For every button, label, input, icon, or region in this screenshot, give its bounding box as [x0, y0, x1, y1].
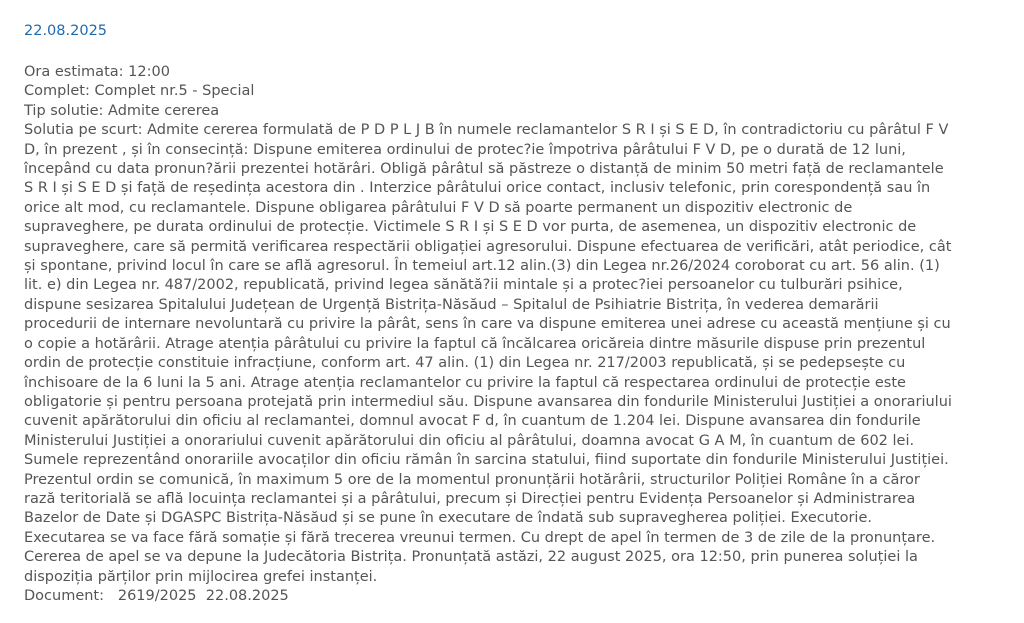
- solution-summary: [24, 121, 954, 587]
- panel-row: [24, 82, 954, 101]
- solution-type-value: Admite cererea: [108, 102, 220, 119]
- estimated-time-label: Ora estimata:: [24, 64, 129, 80]
- hearing-entry: [24, 0, 954, 606]
- document-label: Document:: [24, 587, 105, 604]
- solution-summary-label: Solutia pe scurt:: [24, 122, 148, 139]
- solution-type-label: Tip solutie:: [24, 102, 109, 119]
- document-date: 22.08.2025: [205, 587, 289, 604]
- panel-value: Complet nr.5 - Special: [94, 83, 255, 100]
- hearing-date-link[interactable]: 22.08.2025: [24, 23, 108, 39]
- panel-label: Complet:: [24, 83, 95, 100]
- document-number: 2619/2025: [117, 587, 197, 604]
- estimated-time-value: 12:00: [128, 64, 170, 80]
- hearing-details: [24, 63, 954, 606]
- solution-type-row: [24, 102, 954, 121]
- estimated-time-row: [24, 63, 954, 82]
- document-row: [24, 587, 954, 606]
- solution-summary-text: Admite cererea formulată de P D P L J B în numele reclamantelor S R I și S E D, în contradictoriu cu pârâtul F V D, în prezent , și în consecință: Dispune emiterea ordinului de protec?ie împotriva pârâtului F V D, pe o durată de 12 luni, începând cu data pronun?ării prezentei hotărâri. Obligă pârâtul să păstreze o distanță de minim 50 metri față de reclamantele S R I și S E D și față de reședința acestora din . Interzice pârâtului orice contact, inclusiv telefonic, prin corespondență sau în orice alt mod, cu reclamantele. Dispune obligarea pârâtului F V D să poarte permanent un dispozitiv electronic de supraveghere, pe durata ordinului de protecție. Victimele S R I și S E D vor purta, de asemenea, un dispozitiv electronic de supraveghere, care să permită verificarea respectării obligației agresorului. Dispune efectuarea de verificări, atât periodice, cât și spontane, privind locul în care se află agresorul. În temeiul art.12 alin.(3) din Legea nr.26/2024 coroborat cu art. 56 alin. (1) lit. e) din Legea nr. 487/2002, republicată, privind legea sănătă?ii mintale și a protec?iei persoanelor cu tulburări psihice, dispune sesizarea Spitalului Județean de Urgență Bistrița-Năsăud – Spitalul de Psihiatrie Bistrița, în vederea demarării procedurii de internare nevoluntară cu privire la pârât, sens în care va dispune emiterea unei adrese cu această mențiune și cu o copie a hotărârii. Atrage atenția pârâtului cu privire la faptul că încălcarea oricăreia dintre măsurile dispuse prin prezentul ordin de protecție constituie infracțiune, conform art. 47 alin. (1) din Legea nr. 217/2003 republicată, și se pedepsește cu închisoare de la 6 luni la 5 ani. Atrage atenția reclamantelor cu privire la faptul că respectarea ordinului de protecție este obligatorie și pentru persoana protejată prin intermediul său. Dispune avansarea din fondurile Ministerului Justiției a onorariului cuvenit apărătorului din oficiu al reclamantei, domnul avocat F d, în cuantum de 1.204 lei. Dispune avansarea din fondurile Ministerului Justiției a onorariului cuvenit apărătorului din oficiu al pârâtului, doamna avocat G A M, în cuantum de 602 lei. Sumele reprezentând onorariile avocaților din oficiu rămân în sarcina statului, fiind suportate din fondurile Ministerului Justiției. Prezentul ordin se comunică, în maximum 5 ore de la momentul pronunțării hotărârii, structurilor Poliției Române în a căror rază teritorială se află locuința reclamantei și a pârâtului, precum și Direcției pentru Evidența Persoanelor și Administrarea Bazelor de Date și DGASPC Bistrița-Năsăud și se pune în executare de îndată sub supravegherea poliției. Executorie. Executarea se va face fără somație și fără trecerea vreunui termen. Cu drept de apel în termen de 3 de zile de la pronunțare. Cererea de apel se va depune la Judecătoria Bistrița. Pronunțată astăzi, 22 august 2025, ora 12:50, prin punerea soluției la dispoziția părților prin mijlocirea grefei instanței.: [24, 122, 952, 585]
